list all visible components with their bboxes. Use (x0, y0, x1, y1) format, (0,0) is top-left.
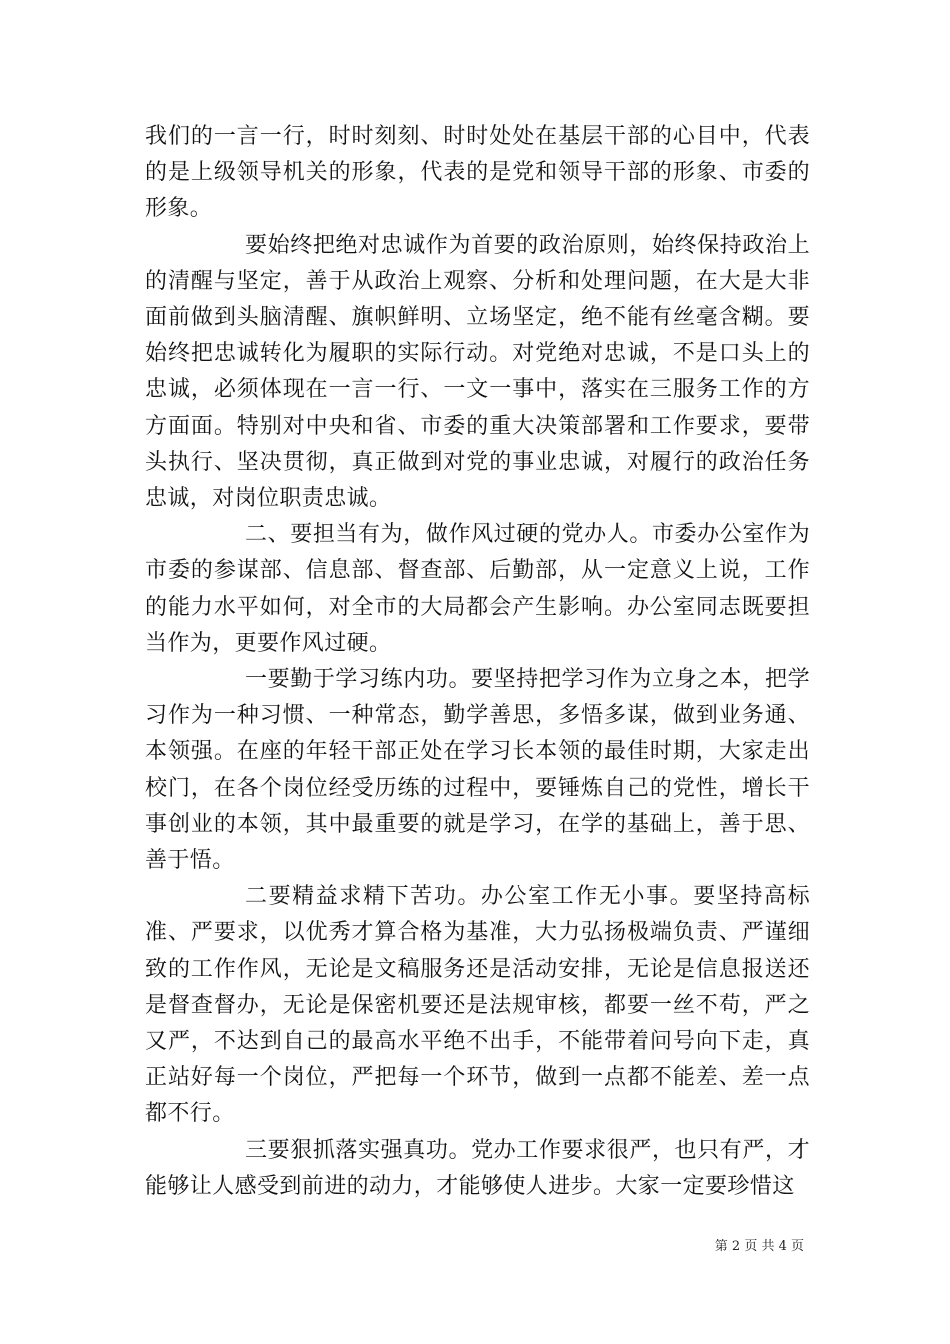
paragraph-5: 二要精益求精下苦功。办公室工作无小事。要坚持高标准、严要求，以优秀才算合格为基准，大力弘扬极端负责、严谨细致的工作作风，无论是文稿服务还是活动安排，无论是信息报送还是督查督办，无论是保密机要还是法规审核，都要一丝不苟，严之又严，不达到自己的最高水平绝不出手，不能带着问号向下走，真正站好每一个岗位，严把每一个环节，做到一点都不能差、差一点都不行。 (145, 884, 810, 1127)
document-body (145, 119, 810, 1205)
paragraph-3: 二、要担当有为，做作风过硬的党办人。市委办公室作为市委的参谋部、信息部、督查部、后勤部，从一定意义上说，工作的能力水平如何，对全市的大局都会产生影响。办公室同志既要担当作为，更要作风过硬。 (145, 522, 810, 656)
page-number-footer: 第 2 页 共 4 页 (714, 1239, 804, 1254)
paragraph-1: 我们的一言一行，时时刻刻、时时处处在基层干部的心目中，代表的是上级领导机关的形象，代表的是党和领导干部的形象、市委的形象。 (145, 124, 810, 222)
paragraph-6: 三要狠抓落实强真功。党办工作要求很严，也只有严，才能够让人感受到前进的动力，才能够使人进步。大家一定要珍惜这 (145, 1137, 810, 1199)
paragraph-4: 一要勤于学习练内功。要坚持把学习作为立身之本，把学习作为一种习惯、一种常态，勤学善思，多悟多谋，做到业务通、本领强。在座的年轻干部正处在学习长本领的最佳时期，大家走出校门，在各个岗位经受历练的过程中，要锤炼自己的党性，增长干事创业的本领，其中最重要的就是学习，在学的基础上，善于思、善于悟。 (145, 667, 810, 874)
paragraph-2: 要始终把绝对忠诚作为首要的政治原则，始终保持政治上的清醒与坚定，善于从政治上观察、分析和处理问题，在大是大非面前做到头脑清醒、旗帜鲜明、立场坚定，绝不能有丝毫含糊。要始终把忠诚转化为履职的实际行动。对党绝对忠诚，不是口头上的忠诚，必须体现在一言一行、一文一事中，落实在三服务工作的方方面面。特别对中央和省、市委的重大决策部署和工作要求，要带头执行、坚决贯彻，真正做到对党的事业忠诚，对履行的政治任务忠诚，对岗位职责忠诚。 (145, 232, 810, 512)
